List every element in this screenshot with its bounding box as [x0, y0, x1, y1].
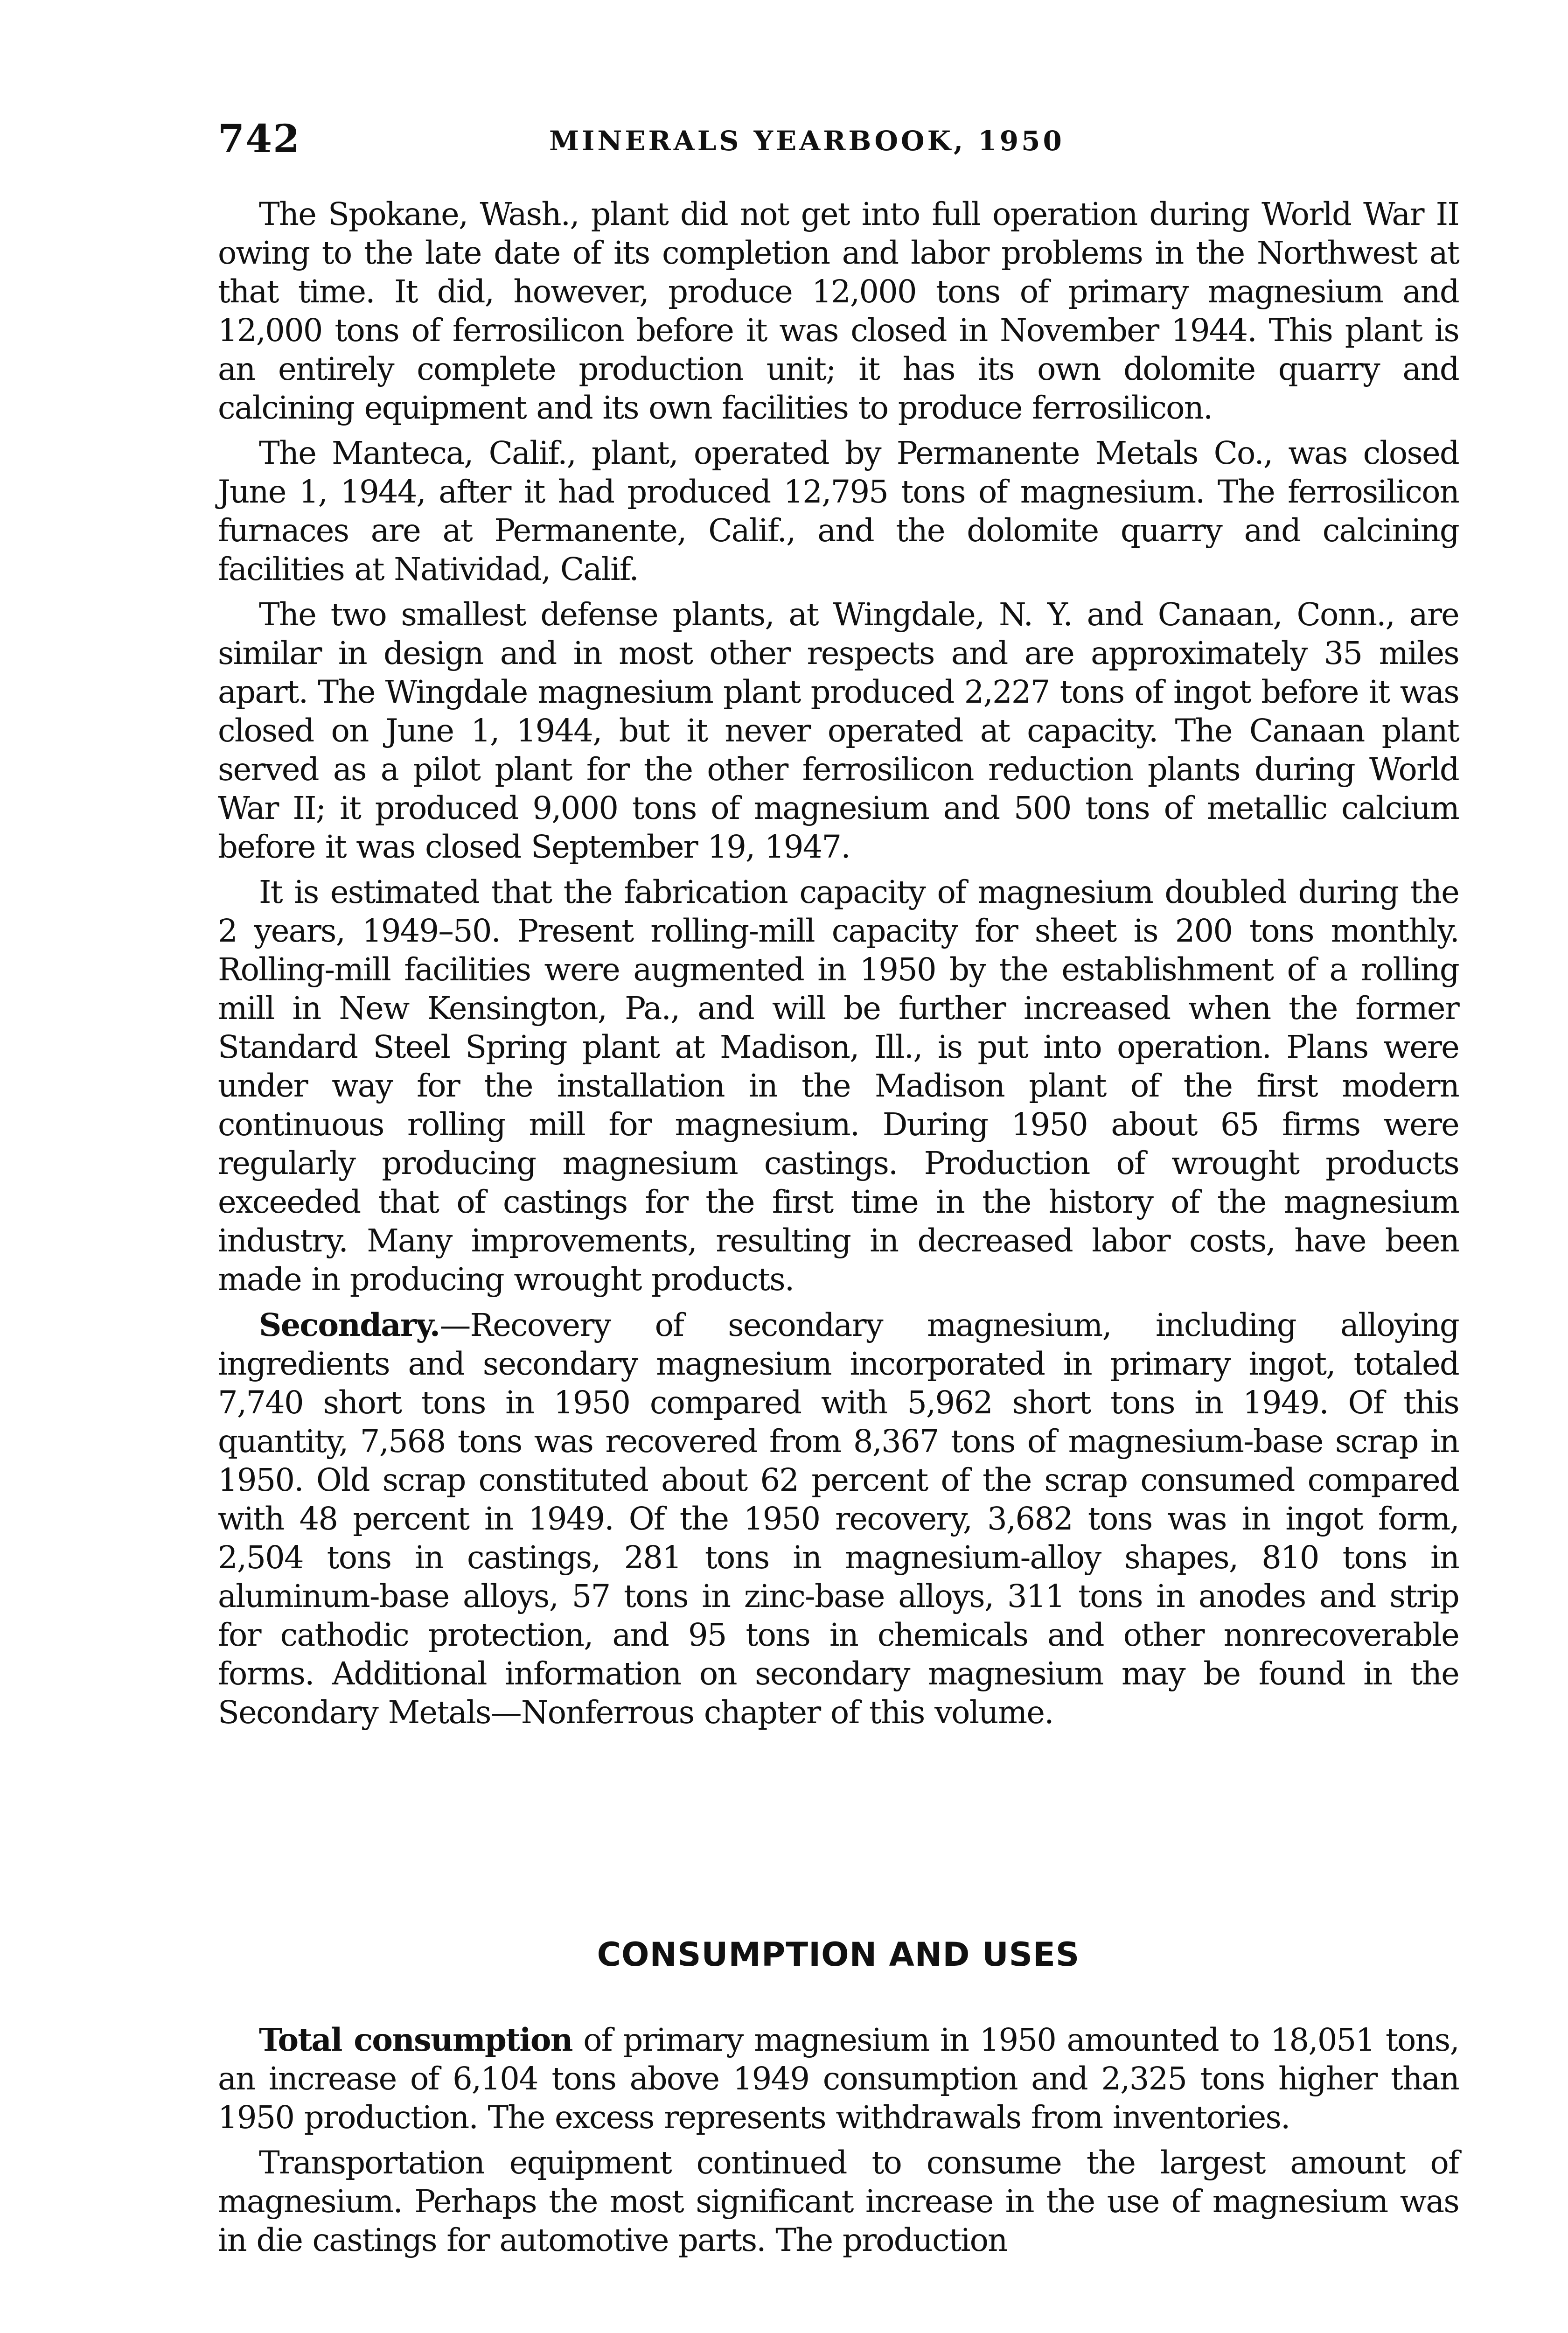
run-in-total-consumption: Total consumption	[259, 2021, 572, 2058]
paragraph-total-consumption	[218, 2020, 1459, 2137]
page-number: 742	[218, 117, 301, 161]
paragraph-manteca-plant: The Manteca, Calif., plant, operated by Permanente Metals Co., was closed June 1, 1944, after it had produced 12,795 tons of magnesium. The ferrosilicon furnaces are at Permanente, Calif., and the dolomite quarry and calcining facilities at Natividad, Calif.	[218, 435, 1459, 587]
run-in-heading-secondary: Secondary.	[259, 1306, 440, 1343]
paragraph-spokane-plant: The Spokane, Wash., plant did not get into full operation during World War II owing to the late date of its completion and labor problems in the Northwest at that time. It did, however, produce 12,000 tons of primary magnesium and 12,000 tons of ferrosilicon before it was closed in November 1944. This plant is an entirely complete production unit; it has its own dolomite quarry and calcining equipment and its own facilities to produce ferrosilicon.	[218, 196, 1459, 426]
body-text-consumption	[218, 2020, 1459, 2266]
paragraph-fabrication-capacity: It is estimated that the fabrication capacity of magnesium doubled during the 2 years, 1949–50. Present rolling-mill capacity for sheet is 200 tons monthly. Rolling-mill facilities were augmented in 1950 by the establishment of a rolling mill in New Kensington, Pa., and will be further increased when the former Standard Steel Spring plant at Madison, Ill., is put into operation. Plans were under way for the installation in the Madison plant of the first modern continuous rolling mill for magnesium. During 1950 about 65 firms were regularly producing magnesium castings. Production of wrought products exceeded that of castings for the first time in the history of the magnesium industry. Many improvements, resulting in decreased labor costs, have been made in producing wrought products.	[218, 874, 1459, 1298]
body-text	[218, 195, 1459, 1739]
paragraph-wingdale-canaan-plants: The two smallest defense plants, at Wingdale, N. Y. and Canaan, Conn., are similar in design and in most other respects and are approximately 35 miles apart. The Wingdale magnesium plant produced 2,227 tons of ingot before it was closed on June 1, 1944, but it never operated at capacity. The Canaan plant served as a pilot plant for the other ferrosilicon reduction plants during World War II; it produced 9,000 tons of magnesium and 500 tons of metallic calcium before it was closed September 19, 1947.	[218, 596, 1459, 865]
secondary-text: —Recovery of secondary magnesium, including alloying ingredients and secondary magnesium incorporated in primary ingot, totaled 7,740 short tons in 1950 compared with 5,962 short tons in 1949. Of this quantity, 7,568 tons was recovered from 8,367 tons of magnesium-base scrap in 1950. Old scrap constituted about 62 percent of the scrap consumed compared with 48 percent in 1949. Of the 1950 recovery, 3,682 tons was in ingot form, 2,504 tons in castings, 281 tons in magnesium-alloy shapes, 810 tons in aluminum-base alloys, 57 tons in zinc-base alloys, 311 tons in anodes and strip for cathodic protection, and 95 tons in chemicals and other nonrecoverable forms. Additional information on secondary magnesium may be found in the Secondary Metals—Nonferrous chapter of this volume.	[218, 1307, 1459, 1731]
paragraph-secondary	[218, 1306, 1459, 1732]
section-heading-consumption: CONSUMPTION AND USES	[597, 1935, 1080, 1974]
running-head	[218, 117, 1459, 168]
consumption-text: of primary magnesium in 1950 amounted to 18,051 tons, an increase of 6,104 tons above 1949 consumption and 2,325 tons higher than 1950 production. The excess represents withdrawals from inventories.	[218, 2022, 1459, 2136]
running-title: MINERALS YEARBOOK, 1950	[549, 125, 1065, 157]
paragraph-transportation: Transportation equipment continued to consume the largest amount of magnesium. Perhaps the most significant increase in the use of magnesium was in die castings for automotive parts. The production	[218, 2144, 1459, 2258]
